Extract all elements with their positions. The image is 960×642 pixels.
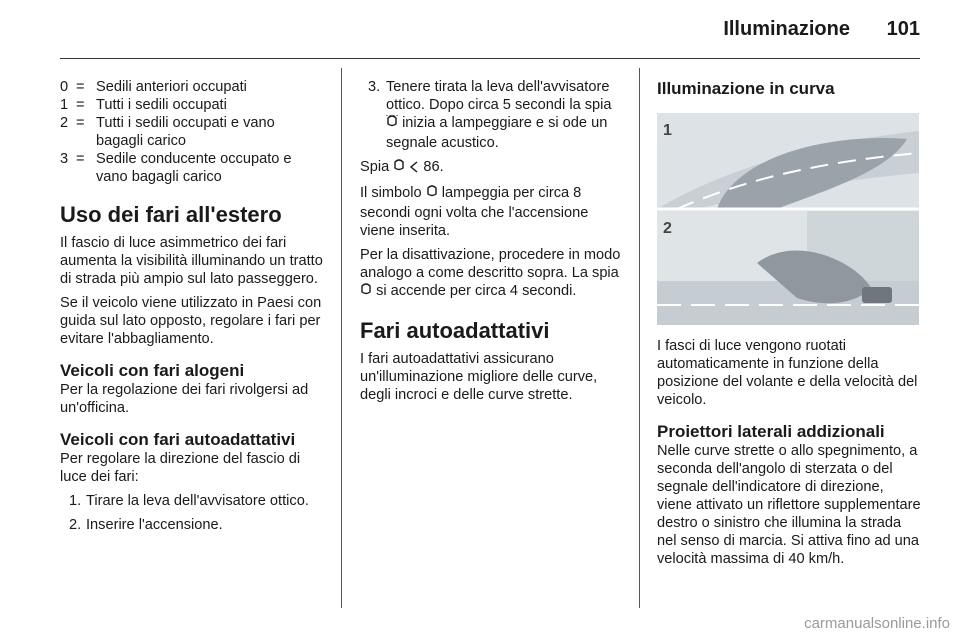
watermark: carmanualsonline.info <box>804 615 950 632</box>
paragraph: I fari autoadattativi assicurano un'illuminazione migliore delle curve, degli incroci e delle curve strette. <box>360 351 598 403</box>
headlamp-warning-icon <box>386 115 398 134</box>
legend-row: 0 = Sedili anteriori occupati <box>60 79 247 95</box>
paragraph: Se il veicolo viene utilizzato in Paesi con guida sul lato opposto, regolare i fari per evitare l'abbagliamento. <box>60 295 322 347</box>
column-1 <box>60 78 325 540</box>
legend-row: 2 = Tutti i sedili occupati e vano bagagli carico <box>60 115 275 149</box>
paragraph: Il simbolo lampeggia per circa 8 secondi ogni volta che l'accensione viene inserita. <box>360 185 589 239</box>
paragraph: Spia 86. <box>360 158 625 178</box>
headlamp-warning-icon <box>426 185 438 204</box>
legend-row: 1 = Tutti i sedili occupati <box>60 97 227 113</box>
legend-row: 3 = Sedile conducente occupato e vano bagagli carico <box>60 151 292 185</box>
paragraph: Il fascio di luce asimmetrico dei fari aumenta la visibilità illuminando un tratto di strada più ampio sul lato passeggero. <box>60 235 323 287</box>
column-2 <box>360 78 625 410</box>
step-item: 3. Tenere tirata la leva dell'avvisatore ottico. Dopo circa 5 secondi la spia inizia a lampeggiare e si ode un segnale acustico. <box>368 79 612 151</box>
paragraph: Per regolare la direzione del fascio di luce dei fari: <box>60 451 301 485</box>
section-title-estero: Uso dei fari all'estero <box>60 202 282 227</box>
headlamp-warning-icon <box>393 159 405 178</box>
column-3 <box>657 78 922 574</box>
headlamp-warning-icon <box>360 283 372 302</box>
section-title-curva: Illuminazione in curva <box>657 79 835 98</box>
figure-label-1: 1 <box>663 122 672 139</box>
column-divider-1 <box>341 68 342 608</box>
section-title-veicoli-autoadattativi: Veicoli con fari autoadattativi <box>60 430 296 449</box>
section-title-alogeni: Veicoli con fari alogeni <box>60 361 245 380</box>
page-reference-icon <box>409 160 419 178</box>
paragraph: Nelle curve strette o allo spegnimento, a seconda dell'angolo di sterzata o del segnale dell'indicatore di direzione, viene attivato un riflettore supplementare destro o sinistro che illumina la strada nel senso di marcia. Si attiva fino ad una velocità massima di 40 km/h. <box>657 443 921 567</box>
step-item: 2. Inserire l'accensione. <box>69 517 223 533</box>
header-rule <box>60 58 920 59</box>
paragraph: Per la regolazione dei fari rivolgersi ad un'officina. <box>60 382 309 416</box>
paragraph: I fasci di luce vengono ruotati automaticamente in funzione della posizione del volante e della velocità del veicolo. <box>657 338 918 408</box>
section-title-fari-autoadattativi: Fari autoadattativi <box>360 318 550 343</box>
paragraph: Per la disattivazione, procedere in modo analogo a come descritto sopra. La spia si accende per circa 4 secondi. <box>360 246 625 302</box>
seat-legend <box>60 78 325 186</box>
page-number: 101 <box>886 18 920 40</box>
page-header-title: Illuminazione <box>723 18 850 40</box>
figure-label-2: 2 <box>663 220 672 237</box>
column-divider-2 <box>639 68 640 608</box>
cornering-light-figure <box>657 113 919 325</box>
step-item: 1. Tirare la leva dell'avvisatore ottico. <box>69 493 309 509</box>
section-title-proiettori: Proiettori laterali addizionali <box>657 422 885 441</box>
